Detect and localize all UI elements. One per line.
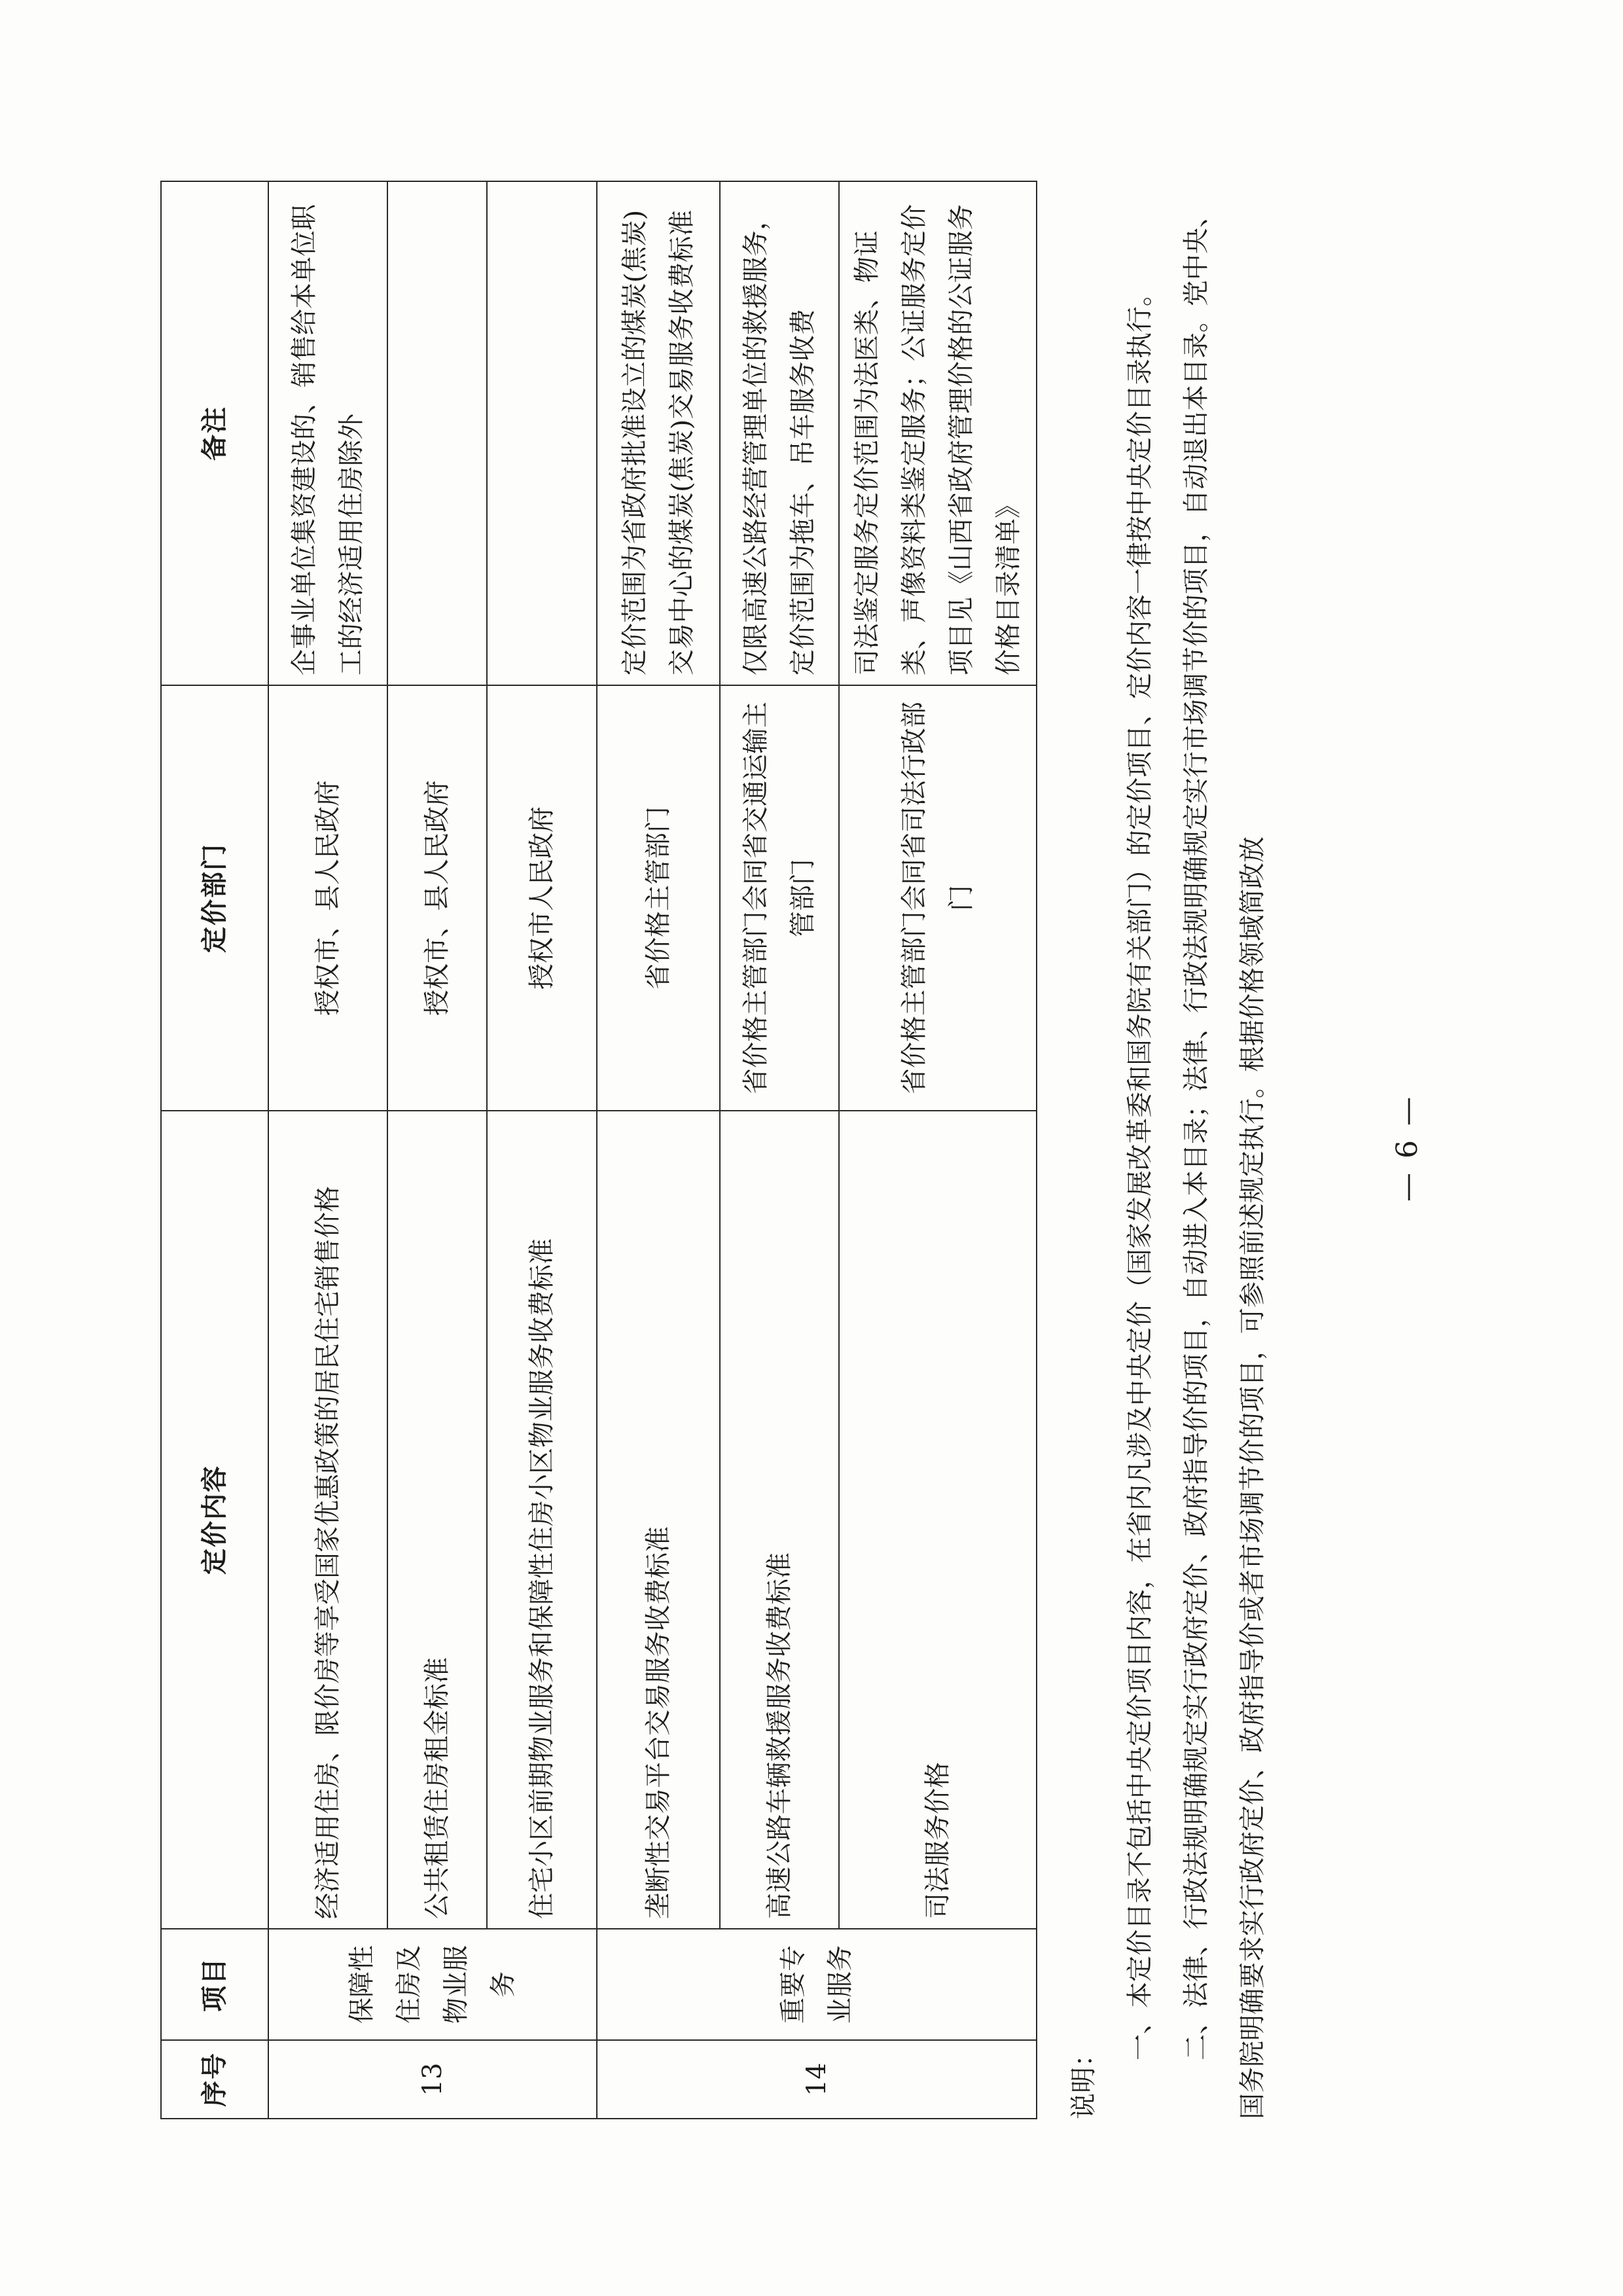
- cell-department: 省价格主管部门: [597, 685, 720, 1111]
- cell-content: 公共租赁住房租金标准: [387, 1111, 487, 1929]
- cell-remarks: 企事业单位集资建设的、销售给本单位职工的经济适用住房除外: [268, 181, 387, 685]
- notes-paragraph-1: 一、本定价目录不包括中央定价项目内容，在省内凡涉及中央定价（国家发展改革委和国务院有关部门）的定价项目、定价内容一律按中央定价目录执行。: [1125, 280, 1155, 2060]
- cell-content: 垄断性交易平台交易服务收费标准: [597, 1111, 720, 1929]
- table-header-row: [161, 181, 268, 2119]
- cell-remarks: [487, 181, 597, 685]
- header-content: 定价内容: [161, 1111, 268, 1929]
- header-num: 序号: [161, 2040, 268, 2119]
- header-remarks: 备注: [161, 181, 268, 685]
- group-14-project: 重要专业服务: [597, 1929, 1037, 2040]
- cell-content: 高速公路车辆救援服务收费标准: [720, 1111, 839, 1929]
- table-row: [268, 181, 387, 2119]
- pricing-catalog-table: [160, 181, 1037, 2119]
- cell-department: 授权市、县人民政府: [268, 685, 387, 1111]
- notes-section: [1056, 182, 1281, 2119]
- cell-remarks: 仅限高速公路经营管理单位的救援服务，定价范围为拖车、吊车服务收费: [720, 181, 839, 685]
- cell-remarks: 定价范围为省政府批准设立的煤炭(焦炭)交易中心的煤炭(焦炭)交易服务收费标准: [597, 181, 720, 685]
- notes-paragraph-2: 二、法律、行政法规明确规定实行政府定价、政府指导价的项目，自动进入本目录；法律、行政法规明确规定实行市场调节价的项目，自动退出本目录。党中央、国务院明确要求实行政府定价、政府指导价或者市场调节价的项目，可参照前述规定执行。根据价格领域简政放: [1181, 202, 1268, 2119]
- table-row: [387, 181, 487, 2119]
- table-row: [839, 181, 1037, 2119]
- page-number: — 6 —: [1391, 1094, 1424, 1202]
- cell-content: 经济适用住房、限价房等享受国家优惠政策的居民住宅销售价格: [268, 1111, 387, 1929]
- group-14-num: 14: [597, 2040, 1037, 2119]
- cell-remarks: [387, 181, 487, 685]
- group-13-project: 保障性住房及物业服务: [268, 1929, 597, 2040]
- table-row: [720, 181, 839, 2119]
- cell-content: 司法服务价格: [839, 1111, 1037, 1929]
- table-row: [597, 181, 720, 2119]
- header-department: 定价部门: [161, 685, 268, 1111]
- cell-department: 省价格主管部门会同省司法行政部门: [839, 685, 1037, 1111]
- cell-department: 省价格主管部门会同省交通运输主管部门: [720, 685, 839, 1111]
- cell-department: 授权市人民政府: [487, 685, 597, 1111]
- group-13-num: 13: [268, 2040, 597, 2119]
- notes-heading: 说明：: [1069, 2041, 1099, 2119]
- cell-content: 住宅小区前期物业服务和保障性住房小区物业服务收费标准: [487, 1111, 597, 1929]
- header-project: 项目: [161, 1929, 268, 2040]
- table-row: [487, 181, 597, 2119]
- cell-department: 授权市、县人民政府: [387, 685, 487, 1111]
- cell-remarks: 司法鉴定服务定价范围为法医类、物证类、声像资料类鉴定服务；公证服务定价项目见《山西省政府管理价格的公证服务价格目录清单》: [839, 181, 1037, 685]
- page-content: [160, 182, 1281, 2119]
